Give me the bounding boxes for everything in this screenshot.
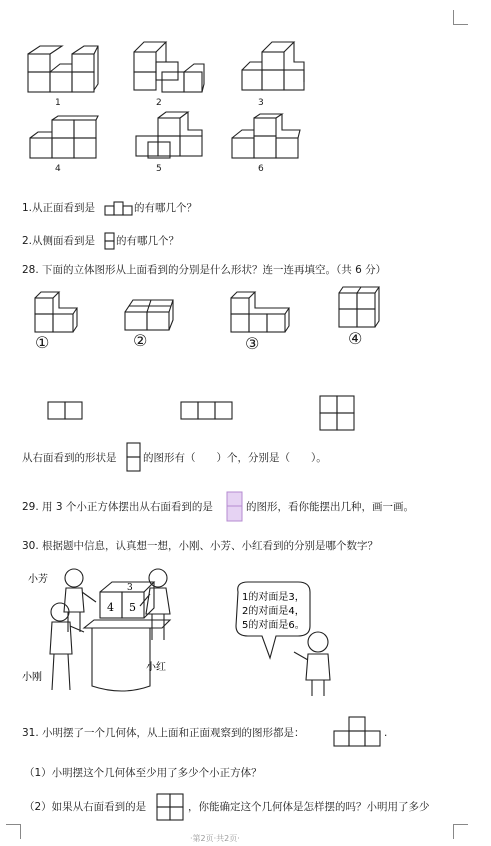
solid-figure-6 <box>230 112 302 160</box>
q28-view-four-squares <box>319 395 355 431</box>
child-figure-xiaogang <box>50 603 84 690</box>
question-1-suffix: 的有哪几个？ <box>134 202 197 214</box>
figure-label-6: 6 <box>258 164 264 174</box>
q28-solid-1 <box>33 290 79 334</box>
name-xiaofang: 小芳 <box>28 574 48 585</box>
question-29-suffix: 的图形，看你能摆出几种，画一画。 <box>246 501 414 513</box>
q28-solid-4 <box>337 285 381 329</box>
name-xiaohong: 小红 <box>146 662 166 673</box>
q28-label-2: ② <box>133 331 148 350</box>
name-xiaogang: 小刚 <box>22 672 42 683</box>
speech-line-1: 1的对面是3， <box>242 592 305 603</box>
solid-figure-3 <box>240 40 306 94</box>
question-31-title: 31. 小明摆了一个几何体，从上面和正面观察到的图形都是： <box>22 727 305 739</box>
solid-figure-1 <box>26 42 100 94</box>
question-31-sub-1: （1）小明摆这个几何体至少用了多少个小正方体？ <box>24 767 262 779</box>
corner-mark-bottom-left <box>6 824 21 839</box>
solid-figure-5 <box>134 110 206 160</box>
cube-number-side: 5 <box>129 601 136 614</box>
side-view-icon <box>104 232 116 250</box>
question-28-title: 28. 下面的立体图形从上面看到的分别是什么形状？连一连再填空。（共 6 分） <box>22 264 387 276</box>
q28-solid-3 <box>229 290 291 334</box>
q31-view-icon <box>333 716 383 748</box>
solid-figure-4 <box>28 114 100 160</box>
question-2-prefix: 2.从侧面看到是 <box>22 235 96 247</box>
q31-right-view-icon <box>156 793 186 823</box>
question-1-prefix: 1.从正面看到是 <box>22 202 96 214</box>
figure-label-2: 2 <box>156 98 162 108</box>
child-figure-boy <box>294 632 330 696</box>
corner-mark-top-right <box>453 10 468 25</box>
cube-number-front: 4 <box>107 601 114 614</box>
q28-view-three-squares <box>180 401 234 421</box>
figure-label-4: 4 <box>55 164 61 174</box>
front-view-icon <box>104 201 134 215</box>
speech-line-2: 2的对面是4， <box>242 606 305 617</box>
q28-view-two-squares <box>47 401 83 421</box>
cube-number-top: 3 <box>127 583 133 593</box>
q28-label-3: ③ <box>245 334 260 353</box>
solid-figure-2 <box>132 40 206 94</box>
question-31-sub-2-prefix: （2）如果从右面看到的是 <box>24 801 147 813</box>
q28-solid-2 <box>123 298 175 332</box>
q28-fill-suffix: 的图形有（ ）个，分别是（ ）。 <box>143 452 327 464</box>
figure-label-3: 3 <box>258 98 264 108</box>
page-footer: ·第2页·共2页· <box>190 834 240 843</box>
speech-line-3: 5的对面是6。 <box>242 620 305 631</box>
question-2-suffix: 的有哪几个？ <box>116 235 179 247</box>
q29-right-view-icon <box>226 491 244 523</box>
question-31-sub-2-suffix: ，你能确定这个几何体是怎样摆的吗？小明用了多少 <box>188 801 430 813</box>
question-30-title: 30. 根据题中信息，认真想一想，小刚、小芳、小红看到的分别是哪个数字？ <box>22 540 379 552</box>
figure-label-1: 1 <box>55 98 61 108</box>
q28-fill-prefix: 从右面看到的形状是 <box>22 452 117 464</box>
q28-label-1: ① <box>35 333 50 352</box>
question-29-prefix: 29. 用 3 个小正方体摆出从右面看到的是 <box>22 501 213 513</box>
question-31-title-end: . <box>384 727 388 739</box>
figure-label-5: 5 <box>156 164 162 174</box>
q28-right-view-icon <box>126 442 142 472</box>
corner-mark-bottom-right <box>453 824 468 839</box>
q28-label-4: ④ <box>348 329 363 348</box>
q30-illustration <box>22 562 342 700</box>
